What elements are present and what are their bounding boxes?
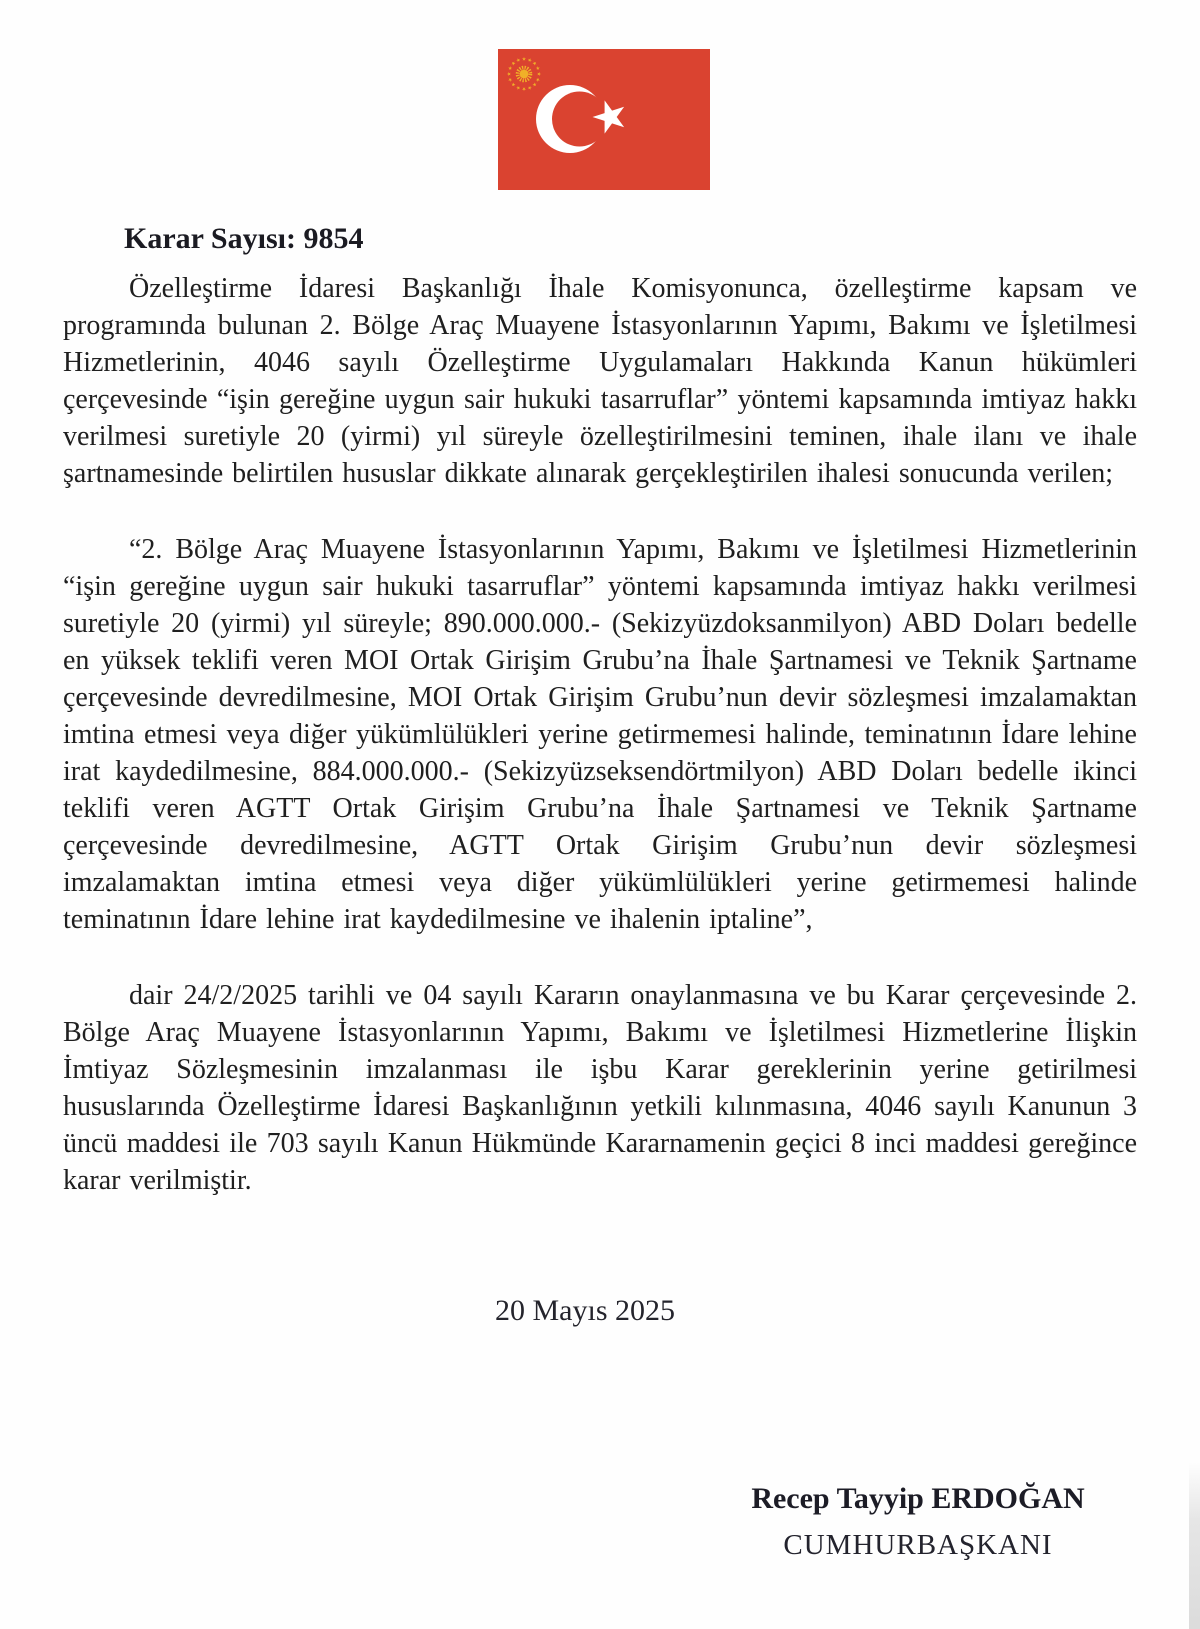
signatory-name: Recep Tayyip ERDOĞAN [751,1482,1085,1515]
document-body [63,270,1137,1238]
turkish-presidential-flag [498,49,710,190]
signatory-title: CUMHURBAŞKANI [783,1529,1053,1561]
scan-edge-artifact [1189,1462,1200,1629]
signature-block [703,1482,1133,1562]
document-date: 20 Mayıs 2025 [495,1294,675,1327]
decision-number: Karar Sayısı: 9854 [124,222,364,255]
paragraph-intro: Özelleştirme İdaresi Başkanlığı İhale Komisyonunca, özelleştirme kapsam ve programında bulunan 2. Bölge Araç Muayene İstasyonlarının Yapımı, Bakımı ve İşletilmesi Hizmetlerinin, 4046 sayılı Özelleştirme Uygulamaları Hakkında Kanun hükümleri çerçevesinde “işin gereğine uygun sair hukuki tasarruflar” yöntemi kapsamında imtiyaz hakkı verilmesi suretiyle 20 (yirmi) yıl süreyle özelleştirilmesini teminen, ihale ilanı ve ihale şartnamesinde belirtilen hususlar dikkate alınarak gerçekleştirilen ihalesi sonucunda verilen; [63,273,1137,489]
paragraph-decision-text: “2. Bölge Araç Muayene İstasyonlarının Yapımı, Bakımı ve İşletilmesi Hizmetlerinin “işin gereğine uygun sair hukuki tasarruflar” yöntemi kapsamında imtiyaz hakkı verilmesi suretiyle 20 (yirmi) yıl süreyle; 890.000.000.- (Sekizyüzdoksanmilyon) ABD Doları bedelle en yüksek teklifi veren MOI Ortak Girişim Grubu’na İhale Şartnamesi ve Teknik Şartname çerçevesinde devredilmesine, MOI Ortak Girişim Grubu’nun devir sözleşmesi imzalamaktan imtina etmesi veya diğer yükümlülükleri yerine getirmemesi halinde, teminatının İdare lehine irat kaydedilmesine, 884.000.000.- (Sekizyüzseksendörtmilyon) ABD Doları bedelle ikinci teklifi veren AGTT Ortak Girişim Grubu’na İhale Şartnamesi ve Teknik Şartname çerçevesinde devredilmesine, AGTT Ortak Girişim Grubu’nun devir sözleşmesi imzalamaktan imtina etmesi veya diğer yükümlülükleri yerine getirmemesi halinde teminatının İdare lehine irat kaydedilmesine ve ihalenin iptaline”, [63,534,1137,935]
paragraph-closing: dair 24/2/2025 tarihli ve 04 sayılı Kararın onaylanmasına ve bu Karar çerçevesinde 2. Bölge Araç Muayene İstasyonlarının Yapımı, Bakımı ve İşletilmesi Hizmetlerine İlişkin İmtiyaz Sözleşmesinin imzalanması ile işbu Karar gereklerinin yerine getirilmesi hususlarında Özelleştirme İdaresi Başkanlığının yetkili kılınmasına, 4046 sayılı Kanunun 3 üncü maddesi ile 703 sayılı Kanun Hükmünde Kararnamenin geçici 8 inci maddesi gereğince karar verilmiştir. [63,980,1137,1196]
